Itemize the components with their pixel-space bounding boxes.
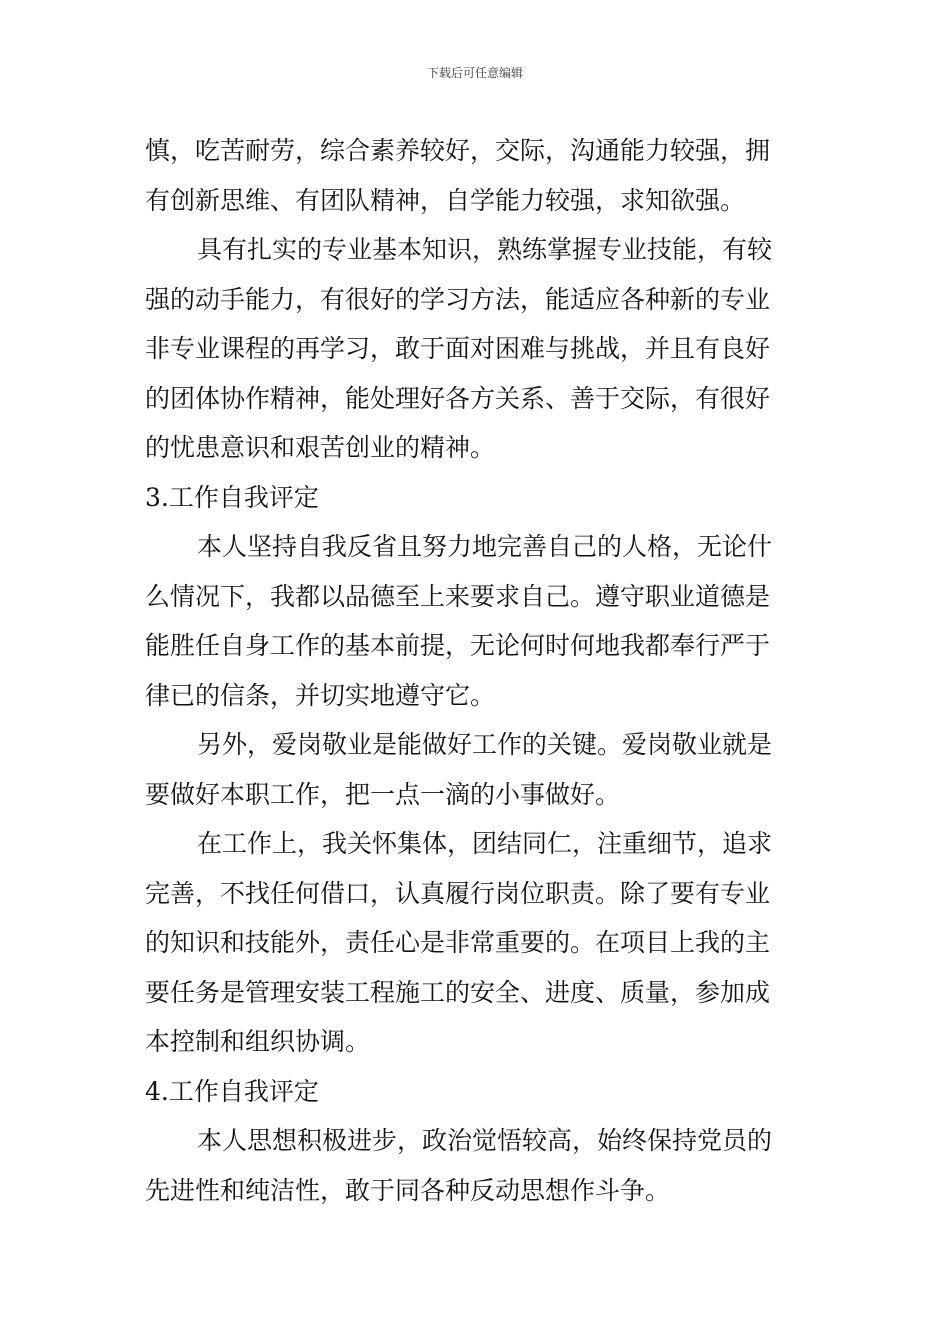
section-heading: 3.工作自我评定 — [145, 482, 319, 512]
text-line: 在工作上，我关怀集体，团结同仁，注重细节，追求 — [197, 829, 773, 858]
text-line: 律已的信条，并切实地遵守它。 — [145, 680, 496, 710]
section-heading: 4.工作自我评定 — [145, 1076, 319, 1106]
text-line: 完善，不找任何借口，认真履行岗位职责。除了要有专业 — [145, 878, 771, 908]
text-line: 另外，爱岗敬业是能做好工作的关键。爱岗敬业就是 — [197, 730, 773, 759]
text-line: 的知识和技能外，责任心是非常重要的。在项目上我的主 — [145, 928, 771, 957]
text-line: 先进性和纯洁性，敢于同各种反动思想作斗争。 — [145, 1175, 671, 1205]
text-line: 具有扎实的专业基本知识，熟练掌握专业技能，有较 — [197, 235, 773, 264]
text-line: 本控制和组织协调。 — [145, 1027, 371, 1056]
text-line: 本人坚持自我反省且努力地完善自己的人格，无论什 — [197, 532, 773, 561]
text-line: 本人思想积极进步，政治觉悟较高，始终保持党员的 — [197, 1126, 773, 1155]
text-line: 要做好本职工作，把一点一滴的小事做好。 — [145, 779, 621, 809]
text-line: 的忧患意识和艰苦创业的精神。 — [145, 433, 496, 462]
text-line: 慎，吃苦耐劳，综合素养较好，交际，沟通能力较强，拥 — [145, 136, 771, 165]
text-line: 强的动手能力，有很好的学习方法，能适应各种新的专业 — [145, 284, 771, 314]
document-body — [145, 126, 807, 1215]
text-line: 要任务是管理安装工程施工的安全、进度、质量，参加成 — [145, 977, 771, 1007]
text-line: 的团体协作精神，能处理好各方关系、善于交际，有很好 — [145, 383, 771, 413]
text-line: 有创新思维、有团队精神，自学能力较强，求知欲强。 — [145, 185, 746, 215]
text-line: 能胜任自身工作的基本前提，无论何时何地我都奉行严于 — [145, 631, 771, 660]
text-line: 非专业课程的再学习，敢于面对困难与挑战，并且有良好 — [145, 334, 771, 363]
text-line: 么情况下，我都以品德至上来要求自己。遵守职业道德是 — [145, 581, 771, 611]
header-note: 下载后可任意编辑 — [426, 66, 523, 80]
